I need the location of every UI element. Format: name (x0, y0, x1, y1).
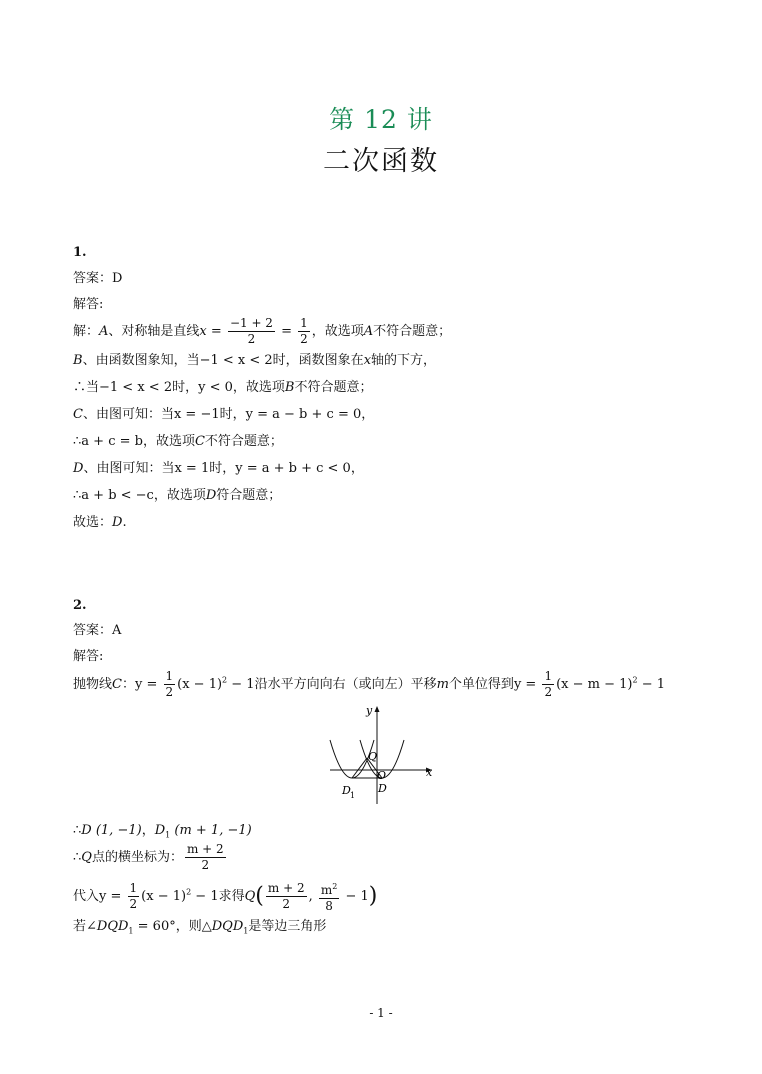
y-axis-arrow (375, 706, 380, 712)
q1-final-choice: 故选：D. (73, 515, 127, 530)
question-1-solution-label: 解答: (73, 297, 104, 312)
fraction: $\frac{1}{2}$ (129, 881, 138, 911)
fraction: $\frac{1}{2}$ (300, 316, 308, 346)
q1-line-b: B、由函数图象知，当−1 < x < 2时，函数图象在x轴的下方， (73, 353, 437, 368)
question-2-solution-label: 解答: (73, 649, 104, 664)
q1-line-b-conclusion: ∴当−1 < x < 2时，y < 0，故选项B不符合题意； (73, 380, 373, 395)
fraction: $\frac{-1 + 2}{2}$ (229, 316, 273, 346)
q2-line-substitute: 代入y = $\frac{1}{2}$ $(x - 1)^2 - 1$求得Q( $\frac{m + 2}{2}$ , $\frac{m^2}{8}$ − 1) (73, 881, 378, 913)
question-1-number: 1. (73, 245, 87, 260)
x-label: x (426, 766, 433, 779)
question-1-answer: 答案：D (73, 271, 123, 286)
q1-line-d-conclusion: ∴a + b < −c，故选项D符合题意； (73, 488, 282, 503)
fraction: $\frac{m + 2}{2}$ (267, 881, 305, 911)
q2-line-q-abscissa: ∴Q点的横坐标为： $\frac{m + 2}{2}$ (73, 842, 224, 872)
q1-line-c: C、由图可知：当x = −1时，y = a − b + c = 0， (73, 407, 375, 422)
fraction: $\frac{1}{2}$ (544, 669, 553, 699)
fraction: $\frac{m + 2}{2}$ (186, 842, 224, 872)
q2-line-equilateral: 若$\angle DQD_1 = 60^\circ$，则$\triangle DQD_1$是等边三角形 (73, 919, 327, 936)
q1-line-c-conclusion: ∴a + c = b，故选项C不符合题意； (73, 434, 283, 449)
q1-line-a: 解：A、对称轴是直线x = $\frac{-1 + 2}{2}$ = $\frac{1}{2}$ ，故选项A不符合题意； (73, 316, 452, 346)
fraction: $\frac{1}{2}$ (165, 669, 174, 699)
d-label: D (378, 782, 387, 795)
lesson-title: 第 12 讲 (329, 105, 433, 134)
y-label: y (366, 704, 373, 717)
d1-subscript: 1 (350, 791, 356, 800)
q2-line-parabola: 抛物线C：y = $\frac{1}{2}$ $(x - 1)^2 - 1$沿水平方向向右（或向左）平移m个单位得到y = $\frac{1}{2}$ $(x - m - 1)^2 - 1$ (73, 669, 666, 699)
fraction: $\frac{m^2}{8}$ (319, 879, 339, 914)
question-2-number: 2. (73, 598, 87, 613)
topic-title: 二次函数 (323, 146, 439, 177)
o-label: O (377, 769, 387, 782)
parabola-graph (322, 702, 438, 806)
d1-label: D (342, 784, 351, 797)
q-label: Q (368, 750, 378, 763)
q2-line-points: ∴D (1, −1)，$D_1$ (m + 1, −1) (73, 823, 252, 840)
segment-q-d1 (352, 758, 367, 778)
page-number: - 1 - (369, 1006, 393, 1020)
question-2-answer: 答案：A (73, 623, 122, 638)
q1-line-d: D、由图可知：当x = 1时，y = a + b + c < 0， (73, 461, 364, 476)
